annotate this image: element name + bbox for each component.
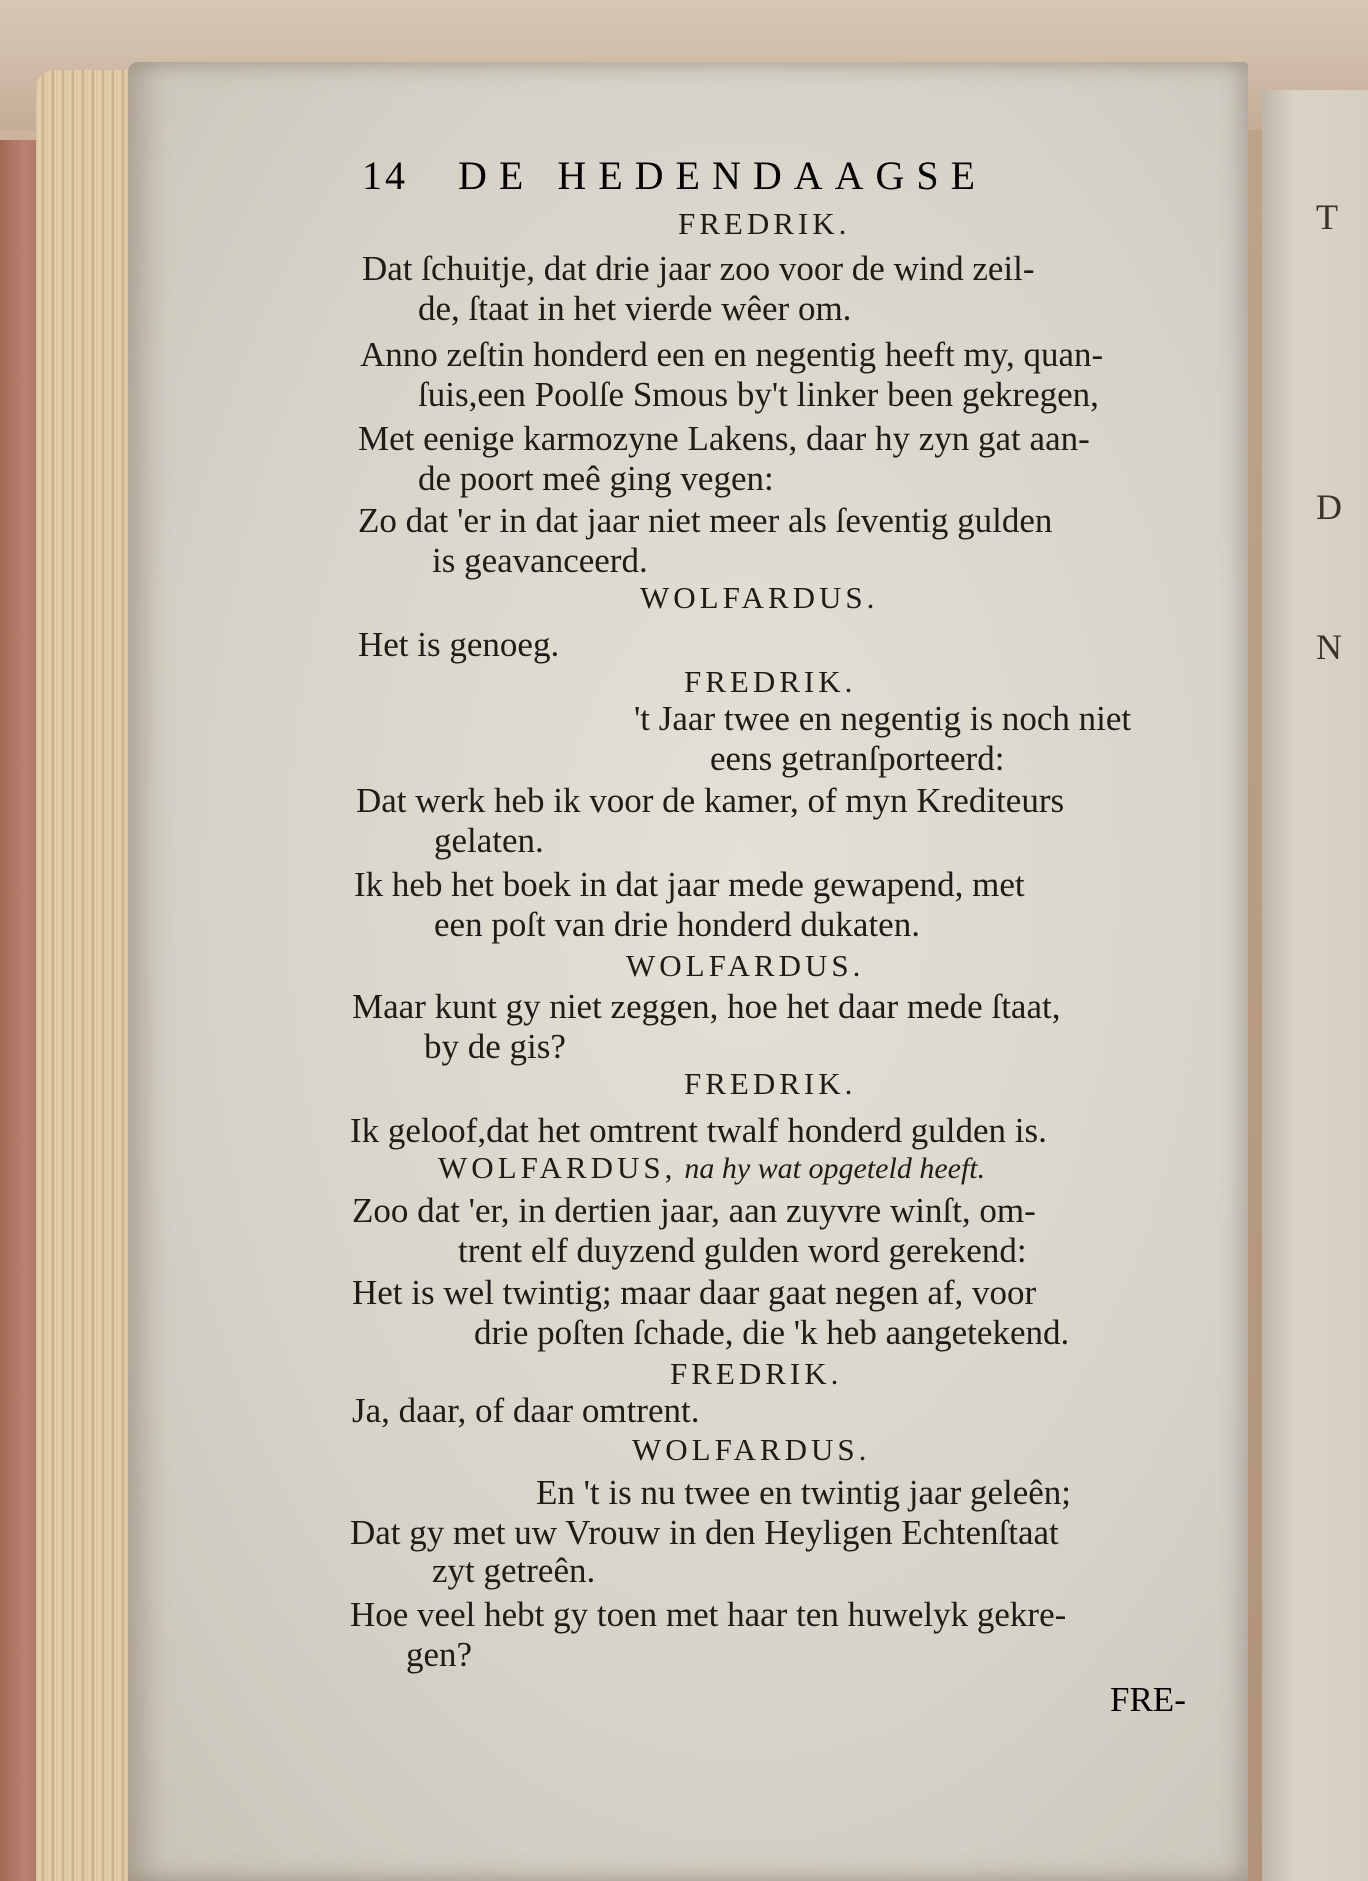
verse-line: trent elf duyzend gulden word gerekend: [458, 1231, 1027, 1270]
facing-page-letter: T [1316, 197, 1338, 237]
verse-line: de poort meê ging vegen: [418, 459, 774, 498]
verse-line: gen? [406, 1635, 473, 1674]
verse-line: Zoo dat 'er, in dertien jaar, aan zuyvre winſt, om- [352, 1191, 1036, 1230]
catchword: FRE- [1110, 1680, 1186, 1719]
verse-line: drie poſten ſchade, die 'k heb aangetekend. [474, 1313, 1070, 1352]
verse-line: de, ſtaat in het vierde wêer om. [418, 289, 852, 328]
speaker-name: FREDRIK. [684, 664, 857, 699]
speaker-name: FREDRIK. [670, 1356, 843, 1391]
verse-line: zyt getreên. [432, 1551, 596, 1590]
verse-line: Zo dat 'er in dat jaar niet meer als ſeventig gulden [358, 501, 1053, 540]
verse-line: Het is wel twintig; maar daar gaat negen af, voor [352, 1273, 1037, 1312]
verse-line: Ja, daar, of daar omtrent. [352, 1391, 700, 1430]
verse-line: En 't is nu twee en twintig jaar geleên; [536, 1473, 1072, 1512]
verse-line: Hoe veel hebt gy toen met haar ten huwelyk gekre- [350, 1595, 1067, 1634]
speaker-name: FREDRIK. [684, 1066, 857, 1101]
verse-line: Dat ſchuitje, dat drie jaar zoo voor de wind zeil- [362, 249, 1035, 288]
speaker-name: WOLFARDUS. [626, 948, 865, 983]
facing-page-letter: D [1316, 487, 1342, 527]
verse-line: is geavanceerd. [432, 541, 648, 580]
verse-line: een poſt van drie honderd dukaten. [434, 905, 920, 944]
speaker-stage-direction [438, 1150, 985, 1186]
running-title: DE HEDENDAAGSE [458, 153, 988, 198]
verse-line: Met eenige karmozyne Lakens, daar hy zyn gat aan- [358, 419, 1090, 458]
verse-line: ſuis,een Poolſe Smous by't linker been gekregen, [418, 375, 1099, 414]
facing-page [1262, 90, 1368, 1881]
verse-line: eens getranſporteerd: [710, 739, 1005, 778]
verse-line: Ik geloof,dat het omtrent twalf honderd gulden is. [350, 1111, 1047, 1150]
verse-line: 't Jaar twee en negentig is noch niet [634, 699, 1132, 738]
speaker-name: WOLFARDUS, [438, 1150, 677, 1185]
speaker-name: FREDRIK. [678, 206, 851, 241]
verse-line: Anno zeſtin honderd een en negentig heeft my, quan- [360, 335, 1104, 374]
verse-line: by de gis? [424, 1027, 566, 1066]
running-head [362, 152, 1132, 206]
verse-line: Het is genoeg. [358, 625, 560, 664]
facing-page-letter: N [1316, 627, 1342, 667]
speaker-name: WOLFARDUS. [640, 580, 879, 615]
verse-line: Maar kunt gy niet zeggen, hoe het daar mede ſtaat, [352, 987, 1061, 1026]
stage-direction: na hy wat opgeteld heeft. [684, 1152, 986, 1185]
verse-line: Ik heb het boek in dat jaar mede gewapend, met [354, 865, 1025, 904]
verse-line: Dat gy met uw Vrouw in den Heyligen Echtenſtaat [350, 1513, 1059, 1552]
page-number: 14 [362, 153, 408, 198]
speaker-name: WOLFARDUS. [632, 1432, 871, 1467]
verse-line: Dat werk heb ik voor de kamer, of myn Krediteurs [356, 781, 1065, 820]
verse-line: gelaten. [434, 821, 544, 860]
